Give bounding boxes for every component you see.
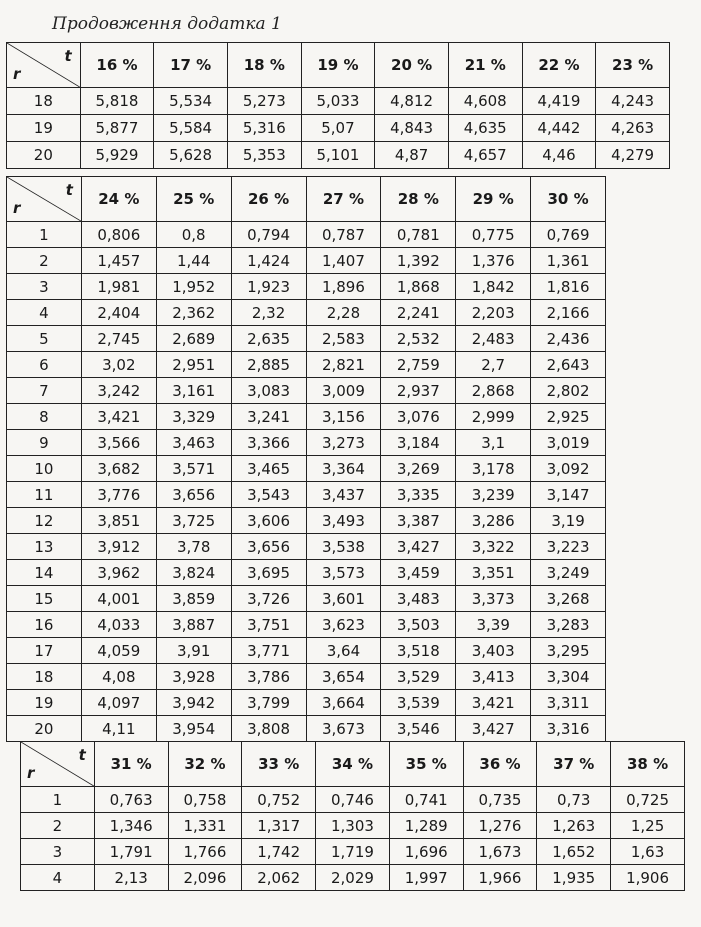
- value-cell: 5,033: [301, 88, 375, 115]
- table-row: [7, 300, 606, 326]
- period-cell: 8: [7, 404, 82, 430]
- value-cell: 3,463: [156, 430, 231, 456]
- value-cell: 3,623: [306, 612, 381, 638]
- value-cell: 3,161: [156, 378, 231, 404]
- value-cell: 3,571: [156, 456, 231, 482]
- value-cell: 2,999: [456, 404, 531, 430]
- table-row: [7, 430, 606, 456]
- value-cell: 4,001: [81, 586, 156, 612]
- value-cell: 3,799: [231, 690, 306, 716]
- value-cell: 0,73: [537, 787, 611, 813]
- rate-header: 27 %: [306, 177, 381, 222]
- value-cell: 1,997: [389, 865, 463, 891]
- value-cell: 3,427: [456, 716, 531, 742]
- period-cell: 2: [7, 248, 82, 274]
- value-cell: 3,518: [381, 638, 456, 664]
- table-row: [7, 482, 606, 508]
- header-row: [7, 177, 606, 222]
- table-row: [7, 352, 606, 378]
- value-cell: 3,351: [456, 560, 531, 586]
- table-row: [7, 664, 606, 690]
- value-cell: 3,403: [456, 638, 531, 664]
- value-cell: 0,787: [306, 222, 381, 248]
- table-row: [7, 586, 606, 612]
- value-cell: 3,887: [156, 612, 231, 638]
- value-cell: 3,269: [381, 456, 456, 482]
- value-cell: 3,664: [306, 690, 381, 716]
- value-cell: 2,689: [156, 326, 231, 352]
- value-cell: 3,437: [306, 482, 381, 508]
- table-row: [7, 638, 606, 664]
- value-cell: 2,28: [306, 300, 381, 326]
- value-cell: 3,009: [306, 378, 381, 404]
- value-cell: 2,166: [531, 300, 606, 326]
- value-cell: 0,775: [456, 222, 531, 248]
- header-row: [7, 43, 670, 88]
- value-cell: 3,493: [306, 508, 381, 534]
- value-cell: 3,387: [381, 508, 456, 534]
- rate-header: 32 %: [168, 742, 242, 787]
- period-cell: 20: [7, 142, 81, 169]
- value-cell: 1,868: [381, 274, 456, 300]
- value-cell: 2,937: [381, 378, 456, 404]
- table-row: [21, 839, 685, 865]
- value-cell: 1,981: [81, 274, 156, 300]
- value-cell: 2,062: [242, 865, 316, 891]
- value-cell: 3,824: [156, 560, 231, 586]
- value-cell: 1,457: [81, 248, 156, 274]
- value-cell: 1,906: [611, 865, 685, 891]
- value-cell: 4,442: [522, 115, 596, 142]
- value-cell: 1,276: [463, 813, 537, 839]
- value-cell: 1,696: [389, 839, 463, 865]
- value-cell: 1,317: [242, 813, 316, 839]
- value-cell: 1,346: [94, 813, 168, 839]
- value-cell: 3,962: [81, 560, 156, 586]
- corner-label-t: t: [78, 746, 86, 764]
- value-cell: 3,295: [531, 638, 606, 664]
- value-cell: 1,766: [168, 839, 242, 865]
- value-cell: 2,436: [531, 326, 606, 352]
- value-cell: 0,741: [389, 787, 463, 813]
- value-cell: 3,242: [81, 378, 156, 404]
- value-cell: 3,656: [156, 482, 231, 508]
- period-cell: 2: [21, 813, 95, 839]
- table-row: [7, 456, 606, 482]
- table-row: [7, 222, 606, 248]
- value-cell: 1,63: [611, 839, 685, 865]
- value-cell: 1,652: [537, 839, 611, 865]
- value-cell: 1,44: [156, 248, 231, 274]
- value-cell: 3,184: [381, 430, 456, 456]
- value-cell: 4,608: [448, 88, 522, 115]
- value-cell: 3,421: [81, 404, 156, 430]
- value-cell: 0,806: [81, 222, 156, 248]
- value-cell: 3,156: [306, 404, 381, 430]
- value-cell: 3,654: [306, 664, 381, 690]
- value-cell: 0,746: [316, 787, 390, 813]
- value-cell: 4,843: [375, 115, 449, 142]
- value-cell: 2,583: [306, 326, 381, 352]
- corner-label-t: t: [65, 181, 73, 199]
- value-cell: 3,851: [81, 508, 156, 534]
- value-cell: 3,364: [306, 456, 381, 482]
- value-cell: 3,543: [231, 482, 306, 508]
- value-cell: 1,331: [168, 813, 242, 839]
- period-cell: 19: [7, 690, 82, 716]
- rate-header: 35 %: [389, 742, 463, 787]
- value-cell: 3,912: [81, 534, 156, 560]
- value-cell: 3,726: [231, 586, 306, 612]
- value-cell: 3,942: [156, 690, 231, 716]
- value-cell: 3,503: [381, 612, 456, 638]
- value-cell: 2,7: [456, 352, 531, 378]
- table-row: [7, 248, 606, 274]
- value-cell: 2,802: [531, 378, 606, 404]
- value-cell: 3,954: [156, 716, 231, 742]
- value-cell: 3,808: [231, 716, 306, 742]
- value-cell: 3,413: [456, 664, 531, 690]
- table-row: [7, 142, 670, 169]
- period-cell: 3: [21, 839, 95, 865]
- rate-header: 25 %: [156, 177, 231, 222]
- period-cell: 18: [7, 664, 82, 690]
- table-row: [7, 560, 606, 586]
- value-cell: 3,316: [531, 716, 606, 742]
- value-cell: 2,745: [81, 326, 156, 352]
- annuity-table-24-30: [6, 176, 606, 742]
- value-cell: 4,46: [522, 142, 596, 169]
- value-cell: 1,966: [463, 865, 537, 891]
- value-cell: 1,361: [531, 248, 606, 274]
- value-cell: 5,534: [154, 88, 228, 115]
- value-cell: 2,868: [456, 378, 531, 404]
- value-cell: 3,223: [531, 534, 606, 560]
- table-row: [7, 115, 670, 142]
- period-cell: 6: [7, 352, 82, 378]
- value-cell: 3,421: [456, 690, 531, 716]
- value-cell: 3,286: [456, 508, 531, 534]
- period-cell: 14: [7, 560, 82, 586]
- value-cell: 5,101: [301, 142, 375, 169]
- value-cell: 3,776: [81, 482, 156, 508]
- value-cell: 3,241: [231, 404, 306, 430]
- value-cell: 3,483: [381, 586, 456, 612]
- value-cell: 2,925: [531, 404, 606, 430]
- table-row: [7, 508, 606, 534]
- value-cell: 3,859: [156, 586, 231, 612]
- value-cell: 4,635: [448, 115, 522, 142]
- value-cell: 4,263: [596, 115, 670, 142]
- table-row: [7, 274, 606, 300]
- value-cell: 3,366: [231, 430, 306, 456]
- value-cell: 3,751: [231, 612, 306, 638]
- table-row: [7, 326, 606, 352]
- period-cell: 1: [7, 222, 82, 248]
- value-cell: 3,78: [156, 534, 231, 560]
- value-cell: 2,13: [94, 865, 168, 891]
- corner-label-r: r: [13, 199, 21, 217]
- value-cell: 4,033: [81, 612, 156, 638]
- value-cell: 3,322: [456, 534, 531, 560]
- value-cell: 0,794: [231, 222, 306, 248]
- rate-header: 23 %: [596, 43, 670, 88]
- value-cell: 1,376: [456, 248, 531, 274]
- period-cell: 12: [7, 508, 82, 534]
- value-cell: 0,8: [156, 222, 231, 248]
- value-cell: 1,424: [231, 248, 306, 274]
- rate-header: 21 %: [448, 43, 522, 88]
- value-cell: 4,059: [81, 638, 156, 664]
- value-cell: 3,178: [456, 456, 531, 482]
- value-cell: 3,335: [381, 482, 456, 508]
- value-cell: 3,771: [231, 638, 306, 664]
- value-cell: 2,029: [316, 865, 390, 891]
- value-cell: 3,64: [306, 638, 381, 664]
- value-cell: 3,147: [531, 482, 606, 508]
- table-row: [7, 716, 606, 742]
- value-cell: 3,076: [381, 404, 456, 430]
- value-cell: 2,951: [156, 352, 231, 378]
- value-cell: 1,289: [389, 813, 463, 839]
- value-cell: 0,781: [381, 222, 456, 248]
- rate-header: 38 %: [611, 742, 685, 787]
- period-cell: 16: [7, 612, 82, 638]
- value-cell: 5,353: [227, 142, 301, 169]
- annuity-table-31-38: [20, 741, 685, 891]
- period-cell: 4: [21, 865, 95, 891]
- period-cell: 4: [7, 300, 82, 326]
- value-cell: 2,759: [381, 352, 456, 378]
- value-cell: 5,929: [80, 142, 154, 169]
- corner-cell: [21, 742, 95, 787]
- value-cell: 5,584: [154, 115, 228, 142]
- value-cell: 3,928: [156, 664, 231, 690]
- value-cell: 3,682: [81, 456, 156, 482]
- value-cell: 0,735: [463, 787, 537, 813]
- value-cell: 5,818: [80, 88, 154, 115]
- rate-header: 37 %: [537, 742, 611, 787]
- annuity-table-16-23: [6, 42, 670, 169]
- value-cell: 0,725: [611, 787, 685, 813]
- value-cell: 1,263: [537, 813, 611, 839]
- value-cell: 3,092: [531, 456, 606, 482]
- rate-header: 34 %: [316, 742, 390, 787]
- value-cell: 4,097: [81, 690, 156, 716]
- rate-header: 24 %: [81, 177, 156, 222]
- value-cell: 2,241: [381, 300, 456, 326]
- value-cell: 4,812: [375, 88, 449, 115]
- period-cell: 18: [7, 88, 81, 115]
- period-cell: 3: [7, 274, 82, 300]
- value-cell: 1,742: [242, 839, 316, 865]
- value-cell: 1,816: [531, 274, 606, 300]
- rate-header: 28 %: [381, 177, 456, 222]
- value-cell: 4,243: [596, 88, 670, 115]
- value-cell: 1,923: [231, 274, 306, 300]
- period-cell: 5: [7, 326, 82, 352]
- value-cell: 3,273: [306, 430, 381, 456]
- rate-header: 16 %: [80, 43, 154, 88]
- value-cell: 1,719: [316, 839, 390, 865]
- rate-header: 22 %: [522, 43, 596, 88]
- period-cell: 19: [7, 115, 81, 142]
- value-cell: 3,427: [381, 534, 456, 560]
- rate-header: 20 %: [375, 43, 449, 88]
- value-cell: 3,083: [231, 378, 306, 404]
- value-cell: 3,539: [381, 690, 456, 716]
- value-cell: 2,643: [531, 352, 606, 378]
- value-cell: 3,19: [531, 508, 606, 534]
- value-cell: 1,896: [306, 274, 381, 300]
- table-row: [7, 404, 606, 430]
- value-cell: 3,329: [156, 404, 231, 430]
- period-cell: 7: [7, 378, 82, 404]
- period-cell: 20: [7, 716, 82, 742]
- value-cell: 0,763: [94, 787, 168, 813]
- value-cell: 3,566: [81, 430, 156, 456]
- table-row: [7, 88, 670, 115]
- value-cell: 4,87: [375, 142, 449, 169]
- rate-header: 33 %: [242, 742, 316, 787]
- value-cell: 5,877: [80, 115, 154, 142]
- value-cell: 3,249: [531, 560, 606, 586]
- value-cell: 2,096: [168, 865, 242, 891]
- value-cell: 2,483: [456, 326, 531, 352]
- value-cell: 1,791: [94, 839, 168, 865]
- value-cell: 3,465: [231, 456, 306, 482]
- corner-label-t: t: [64, 47, 72, 65]
- table-row: [7, 534, 606, 560]
- value-cell: 3,656: [231, 534, 306, 560]
- value-cell: 3,529: [381, 664, 456, 690]
- value-cell: 1,673: [463, 839, 537, 865]
- value-cell: 3,019: [531, 430, 606, 456]
- rate-header: 31 %: [94, 742, 168, 787]
- value-cell: 4,11: [81, 716, 156, 742]
- value-cell: 5,07: [301, 115, 375, 142]
- value-cell: 2,404: [81, 300, 156, 326]
- value-cell: 4,08: [81, 664, 156, 690]
- value-cell: 1,952: [156, 274, 231, 300]
- table-row: [21, 787, 685, 813]
- value-cell: 5,273: [227, 88, 301, 115]
- period-cell: 17: [7, 638, 82, 664]
- value-cell: 3,373: [456, 586, 531, 612]
- value-cell: 3,268: [531, 586, 606, 612]
- period-cell: 15: [7, 586, 82, 612]
- corner-cell: [7, 177, 82, 222]
- value-cell: 2,635: [231, 326, 306, 352]
- rate-header: 17 %: [154, 43, 228, 88]
- value-cell: 3,02: [81, 352, 156, 378]
- rate-header: 36 %: [463, 742, 537, 787]
- table-row: [21, 865, 685, 891]
- period-cell: 1: [21, 787, 95, 813]
- value-cell: 2,885: [231, 352, 306, 378]
- value-cell: 3,39: [456, 612, 531, 638]
- period-cell: 13: [7, 534, 82, 560]
- value-cell: 4,657: [448, 142, 522, 169]
- value-cell: 3,459: [381, 560, 456, 586]
- period-cell: 11: [7, 482, 82, 508]
- table-row: [7, 378, 606, 404]
- period-cell: 10: [7, 456, 82, 482]
- value-cell: 4,279: [596, 142, 670, 169]
- table-row: [21, 813, 685, 839]
- value-cell: 1,303: [316, 813, 390, 839]
- value-cell: 3,311: [531, 690, 606, 716]
- value-cell: 5,628: [154, 142, 228, 169]
- value-cell: 3,725: [156, 508, 231, 534]
- rate-header: 26 %: [231, 177, 306, 222]
- value-cell: 3,786: [231, 664, 306, 690]
- value-cell: 3,239: [456, 482, 531, 508]
- value-cell: 1,935: [537, 865, 611, 891]
- value-cell: 1,25: [611, 813, 685, 839]
- period-cell: 9: [7, 430, 82, 456]
- corner-label-r: r: [27, 764, 35, 782]
- value-cell: 1,842: [456, 274, 531, 300]
- value-cell: 3,283: [531, 612, 606, 638]
- value-cell: 2,362: [156, 300, 231, 326]
- value-cell: 0,752: [242, 787, 316, 813]
- value-cell: 1,407: [306, 248, 381, 274]
- corner-cell: [7, 43, 81, 88]
- table-row: [7, 612, 606, 638]
- rate-header: 18 %: [227, 43, 301, 88]
- value-cell: 3,695: [231, 560, 306, 586]
- page-caption: Продовження додатка 1: [52, 14, 282, 34]
- value-cell: 2,32: [231, 300, 306, 326]
- value-cell: 3,1: [456, 430, 531, 456]
- value-cell: 3,91: [156, 638, 231, 664]
- value-cell: 3,538: [306, 534, 381, 560]
- value-cell: 2,203: [456, 300, 531, 326]
- value-cell: 3,673: [306, 716, 381, 742]
- corner-label-r: r: [13, 65, 21, 83]
- value-cell: 1,392: [381, 248, 456, 274]
- value-cell: 3,573: [306, 560, 381, 586]
- value-cell: 2,532: [381, 326, 456, 352]
- value-cell: 3,546: [381, 716, 456, 742]
- value-cell: 3,606: [231, 508, 306, 534]
- value-cell: 0,769: [531, 222, 606, 248]
- header-row: [21, 742, 685, 787]
- table-row: [7, 690, 606, 716]
- value-cell: 3,304: [531, 664, 606, 690]
- value-cell: 4,419: [522, 88, 596, 115]
- rate-header: 30 %: [531, 177, 606, 222]
- value-cell: 3,601: [306, 586, 381, 612]
- value-cell: 0,758: [168, 787, 242, 813]
- value-cell: 2,821: [306, 352, 381, 378]
- rate-header: 19 %: [301, 43, 375, 88]
- rate-header: 29 %: [456, 177, 531, 222]
- value-cell: 5,316: [227, 115, 301, 142]
